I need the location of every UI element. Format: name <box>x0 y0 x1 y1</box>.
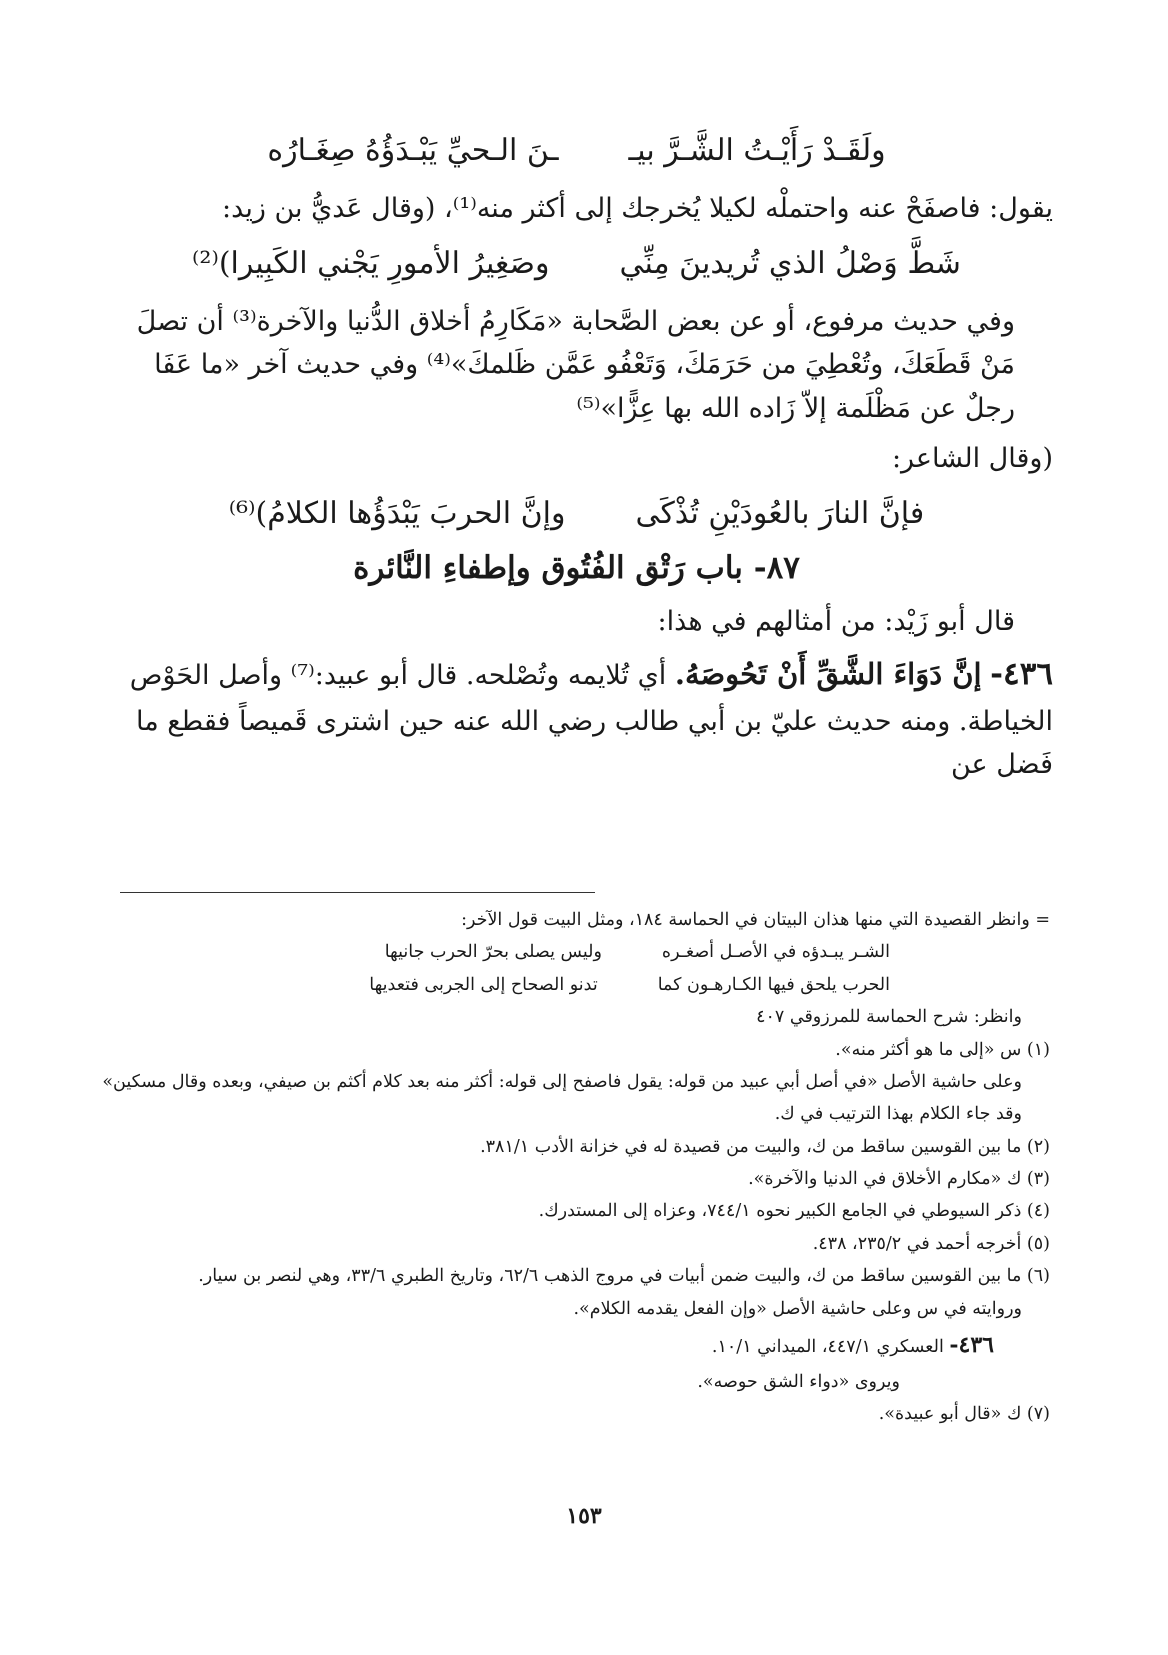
footnotes <box>100 904 1050 1430</box>
footnote-436-number: ٤٣٦- <box>949 1331 994 1358</box>
entry-text: أي تُلايمه وتُصْلحه. قال أبو عبيد:⁽⁷⁾ وأصل الحَوْص الخياطة. ومنه حديث عليّ بن أبي طالب رضي الله عنه حين اشترى قَميصاً فقطع ما فَضل عن <box>129 660 1053 781</box>
verse-1-second-hemistich: ـنَ الـحيِّ يَبْـدَؤُهُ صِغَـارُه <box>267 133 559 168</box>
footnote-verse-2-a: الحرب يلحق فيها الكـارهـون كما <box>657 974 890 995</box>
footnote-3: (٣) ك «مكارم الأخلاق في الدنيا والآخرة». <box>748 1169 1050 1189</box>
footnote-436 <box>100 1325 1050 1366</box>
footnote-marzuqi: وانظر: شرح الحماسة للمرزوقي ٤٠٧ <box>756 1007 1022 1028</box>
footnote-divider <box>120 892 595 893</box>
chapter-heading: ٨٧- باب رَتْق الفُتُوق وإطفاءِ النَّائرة <box>353 549 800 586</box>
footnote-436-text: العسكري ٤٤٧/١، الميداني ١٠/١. <box>711 1336 944 1357</box>
verse-3-second-hemistich: وإنَّ الحربَ يَبْدَؤُها الكلامُ)⁽⁶⁾ <box>228 495 566 531</box>
paragraph-3: (وقال الشاعر: <box>891 442 1053 474</box>
verse-3-first-hemistich: فإنَّ النارَ بالعُودَيْنِ تُذْكَى <box>635 495 925 531</box>
footnote-intro: = وانظر القصيدة التي منها هذان البيتان في الحماسة ١٨٤، ومثل البيت قول الآخر: <box>461 910 1050 930</box>
footnote-verse-1-a: الشـر يبـدؤه في الأصـل أصغـره <box>661 942 890 963</box>
entry-number: ٤٣٦- <box>990 656 1053 693</box>
verse-2-first-hemistich: شَطَّ وَصْلُ الذي تُريدينَ مِنِّي <box>619 245 961 281</box>
footnote-verse-2-b: تدنو الصحاح إلى الجربى فتعديها <box>369 974 598 995</box>
footnote-6: (٦) ما بين القوسين ساقط من ك، والبيت ضمن أبيات في مروج الذهب ٦٢/٦، وتاريخ الطبري ٣٣/٦، وهي لنصر بن سيار. <box>198 1266 1050 1287</box>
paragraph-1: يقول: فاصفَحْ عنه واحتملْه لكيلا يُخرجك إلى أكثر منه⁽¹⁾، (وقال عَديُّ بن زيد: <box>222 193 1053 224</box>
page-number: ١٥٣ <box>566 1503 602 1529</box>
footnote-5: (٥) أخرجه أحمد في ٢٣٥/٢، ٤٣٨. <box>812 1233 1050 1254</box>
entry-436 <box>100 649 1053 787</box>
verse-2 <box>100 241 1053 286</box>
footnote-1: (١) س «إلى ما هو أكثر منه». <box>835 1039 1050 1060</box>
footnote-1-continued: وعلى حاشية الأصل «في أصل أبي عبيد من قوله: يقول فاصفح إلى قوله: أكثر منه بعد كلام أكثم بن صيفي، وبعده وقال مسكين» وقد جاء الكلام بهذا الترتيب في ك. <box>102 1071 1022 1125</box>
paragraph-4: قال أبو زَيْد: من أمثالهم في هذا: <box>657 605 1015 637</box>
footnote-verse-1 <box>100 936 1050 968</box>
paragraph-2: وفي حديث مرفوع، أو عن بعض الصَّحابة «مَكَارِمُ أخلاق الدُّنيا والآخرة⁽³⁾ أن تصلَ مَنْ قَطَعَكَ، وتُعْطِيَ من حَرَمَكَ، وَتَعْفُو عَمَّن ظَلمكَ»⁽⁴⁾ وفي حديث آخر «ما عَفَا رجلٌ عن مَظْلَمة إلاّ زَاده الله بها عِزًّا»⁽⁵⁾ <box>136 305 1015 425</box>
verse-2-second-hemistich: وصَغِيرُ الأمورِ يَجْني الكَبِيرا)⁽²⁾ <box>192 245 550 281</box>
footnote-7: (٧) ك «قال أبو عبيدة». <box>878 1403 1050 1424</box>
footnote-4: (٤) ذكر السيوطي في الجامع الكبير نحوه ٧٤٤/١، وعزاه إلى المستدرك. <box>538 1201 1050 1222</box>
footnote-verse-2 <box>100 969 1050 1001</box>
verse-1-first-hemistich: ولَقَـدْ رَأَيْـتُ الشَّـرَّ بيـ <box>628 133 886 168</box>
verse-1 <box>100 128 1053 173</box>
footnote-verse-1-b: وليس يصلى بحرّ الحرب جانيها <box>384 942 602 963</box>
footnote-436-variant: ويروى «دواء الشق حوصه». <box>697 1371 900 1392</box>
entry-proverb: إنَّ دَوَاءَ الشَّقِّ أَنْ تَحُوصَهُ. <box>674 657 982 692</box>
main-text <box>100 118 1053 793</box>
footnote-2: (٢) ما بين القوسين ساقط من ك، والبيت من قصيدة له في خزانة الأدب ٣٨١/١. <box>480 1136 1050 1157</box>
footnote-6-continued: وروايته في س وعلى حاشية الأصل «وإن الفعل يقدمه الكلام». <box>573 1298 1022 1319</box>
verse-3 <box>100 491 1053 536</box>
